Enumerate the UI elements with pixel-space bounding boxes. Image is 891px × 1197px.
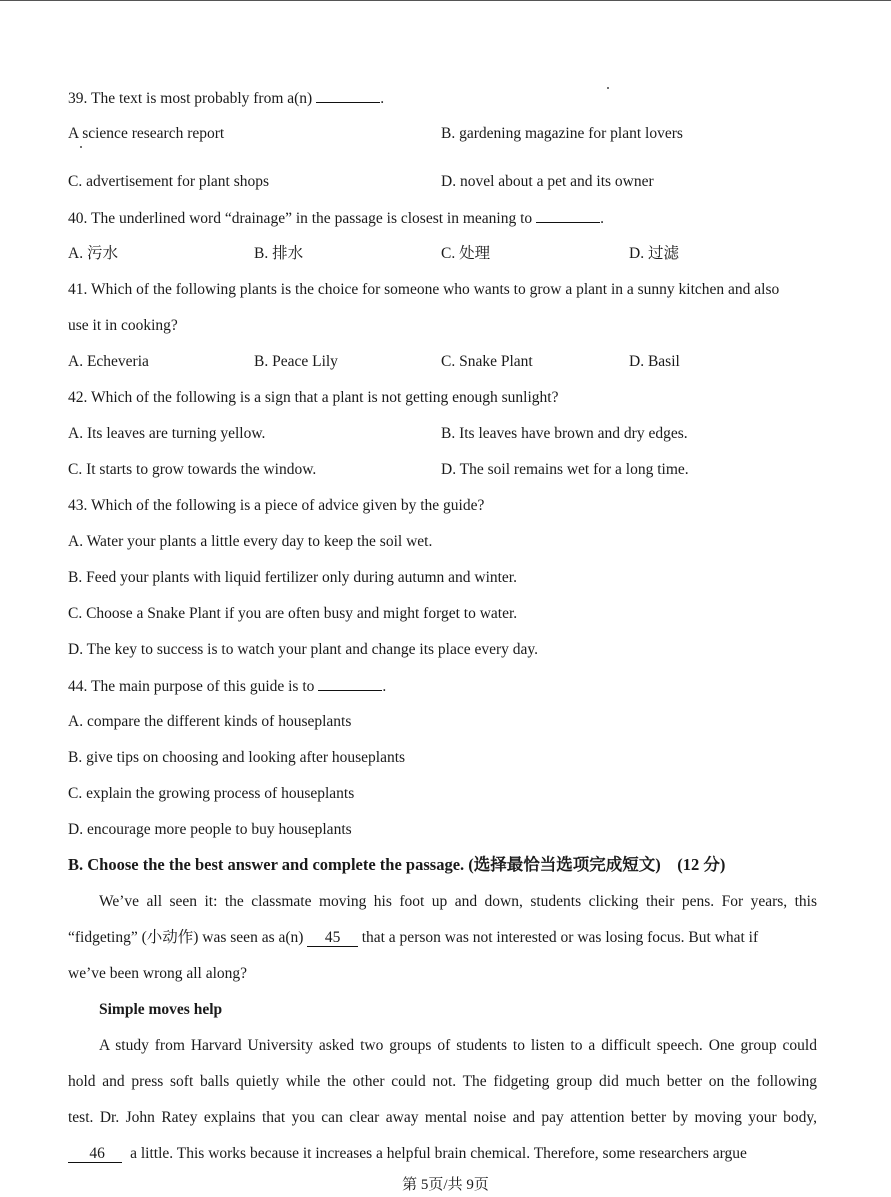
stray-dot — [607, 87, 609, 89]
question-41-stem-cont: use it in cooking? — [68, 317, 178, 334]
question-43-stem: 43. Which of the following is a piece of advice given by the guide? — [68, 497, 485, 514]
q41-option-c: C. Snake Plant — [441, 353, 533, 370]
q41-option-d: D. Basil — [629, 353, 680, 370]
passage-p1-line2: “fidgeting” (小动作) was seen as a(n) 45 that a person was not interested or was losing focus. But what if — [68, 929, 759, 946]
q41-option-b: B. Peace Lily — [254, 353, 338, 370]
answer-blank — [316, 88, 380, 103]
passage-p1-line3: we’ve been wrong all along? — [68, 965, 248, 982]
passage-p2-line2: hold and press soft balls quietly while the other could not. The fidgeting group did much better on the following — [68, 1073, 817, 1090]
q39-option-b: B. gardening magazine for plant lovers — [441, 125, 683, 142]
q43-option-b: B. Feed your plants with liquid fertilizer only during autumn and winter. — [68, 569, 517, 586]
q39-option-a: A science research report — [68, 125, 225, 142]
q42-option-b: B. Its leaves have brown and dry edges. — [441, 425, 688, 442]
passage-p2-line3: test. Dr. John Ratey explains that you can clear away mental noise and pay attention better by moving your body, — [68, 1109, 817, 1126]
section-b-score: (12 分) — [677, 855, 726, 874]
answer-blank — [318, 676, 382, 691]
q39-option-d: D. novel about a pet and its owner — [441, 173, 654, 190]
passage-subheading: Simple moves help — [99, 1001, 223, 1018]
blank-46: 46 — [68, 1145, 122, 1163]
q43-option-a: A. Water your plants a little every day to keep the soil wet. — [68, 533, 433, 550]
q40-option-d: D. 过滤 — [629, 245, 679, 262]
passage-p2-line1: A study from Harvard University asked two groups of students to listen to a difficult speech. One group could — [99, 1037, 817, 1054]
passage-p1-line1: We’ve all seen it: the classmate moving his foot up and down, students clicking their pens. For years, this — [99, 893, 817, 910]
question-44-stem: 44. The main purpose of this guide is to . — [68, 678, 387, 695]
q44-option-d: D. encourage more people to buy houseplants — [68, 821, 352, 838]
q40-option-b: B. 排水 — [254, 245, 304, 262]
q42-option-c: C. It starts to grow towards the window. — [68, 461, 317, 478]
q40-option-a: A. 污水 — [68, 245, 118, 262]
question-41-stem: 41. Which of the following plants is the choice for someone who wants to grow a plant in a sunny kitchen and also — [68, 281, 780, 298]
q41-option-a: A. Echeveria — [68, 353, 149, 370]
answer-blank — [536, 208, 600, 223]
question-39-stem: 39. The text is most probably from a(n) . — [68, 90, 385, 107]
question-40-stem: 40. The underlined word “drainage” in the passage is closest in meaning to . — [68, 210, 605, 227]
passage-p2-line4: 46 a little. This works because it increases a helpful brain chemical. Therefore, some researchers argue — [68, 1144, 747, 1164]
stray-dot — [80, 146, 82, 148]
top-border — [0, 0, 891, 1]
question-42-stem: 42. Which of the following is a sign that a plant is not getting enough sunlight? — [68, 389, 559, 406]
q42-option-a: A. Its leaves are turning yellow. — [68, 425, 266, 442]
page-footer: 第 5页/共 9页 — [402, 1177, 489, 1193]
q44-option-b: B. give tips on choosing and looking after houseplants — [68, 749, 406, 766]
q39-option-c: C. advertisement for plant shops — [68, 173, 270, 190]
q42-option-d: D. The soil remains wet for a long time. — [441, 461, 689, 478]
section-b-heading: B. Choose the the best answer and complete the passage. (选择最恰当选项完成短文) (12 分) — [68, 855, 726, 874]
q44-option-a: A. compare the different kinds of houseplants — [68, 713, 352, 730]
q43-option-d: D. The key to success is to watch your plant and change its place every day. — [68, 641, 539, 658]
q40-option-c: C. 处理 — [441, 245, 491, 262]
q44-option-c: C. explain the growing process of houseplants — [68, 785, 355, 802]
blank-45: 45 — [307, 929, 358, 947]
q43-option-c: C. Choose a Snake Plant if you are often busy and might forget to water. — [68, 605, 518, 622]
